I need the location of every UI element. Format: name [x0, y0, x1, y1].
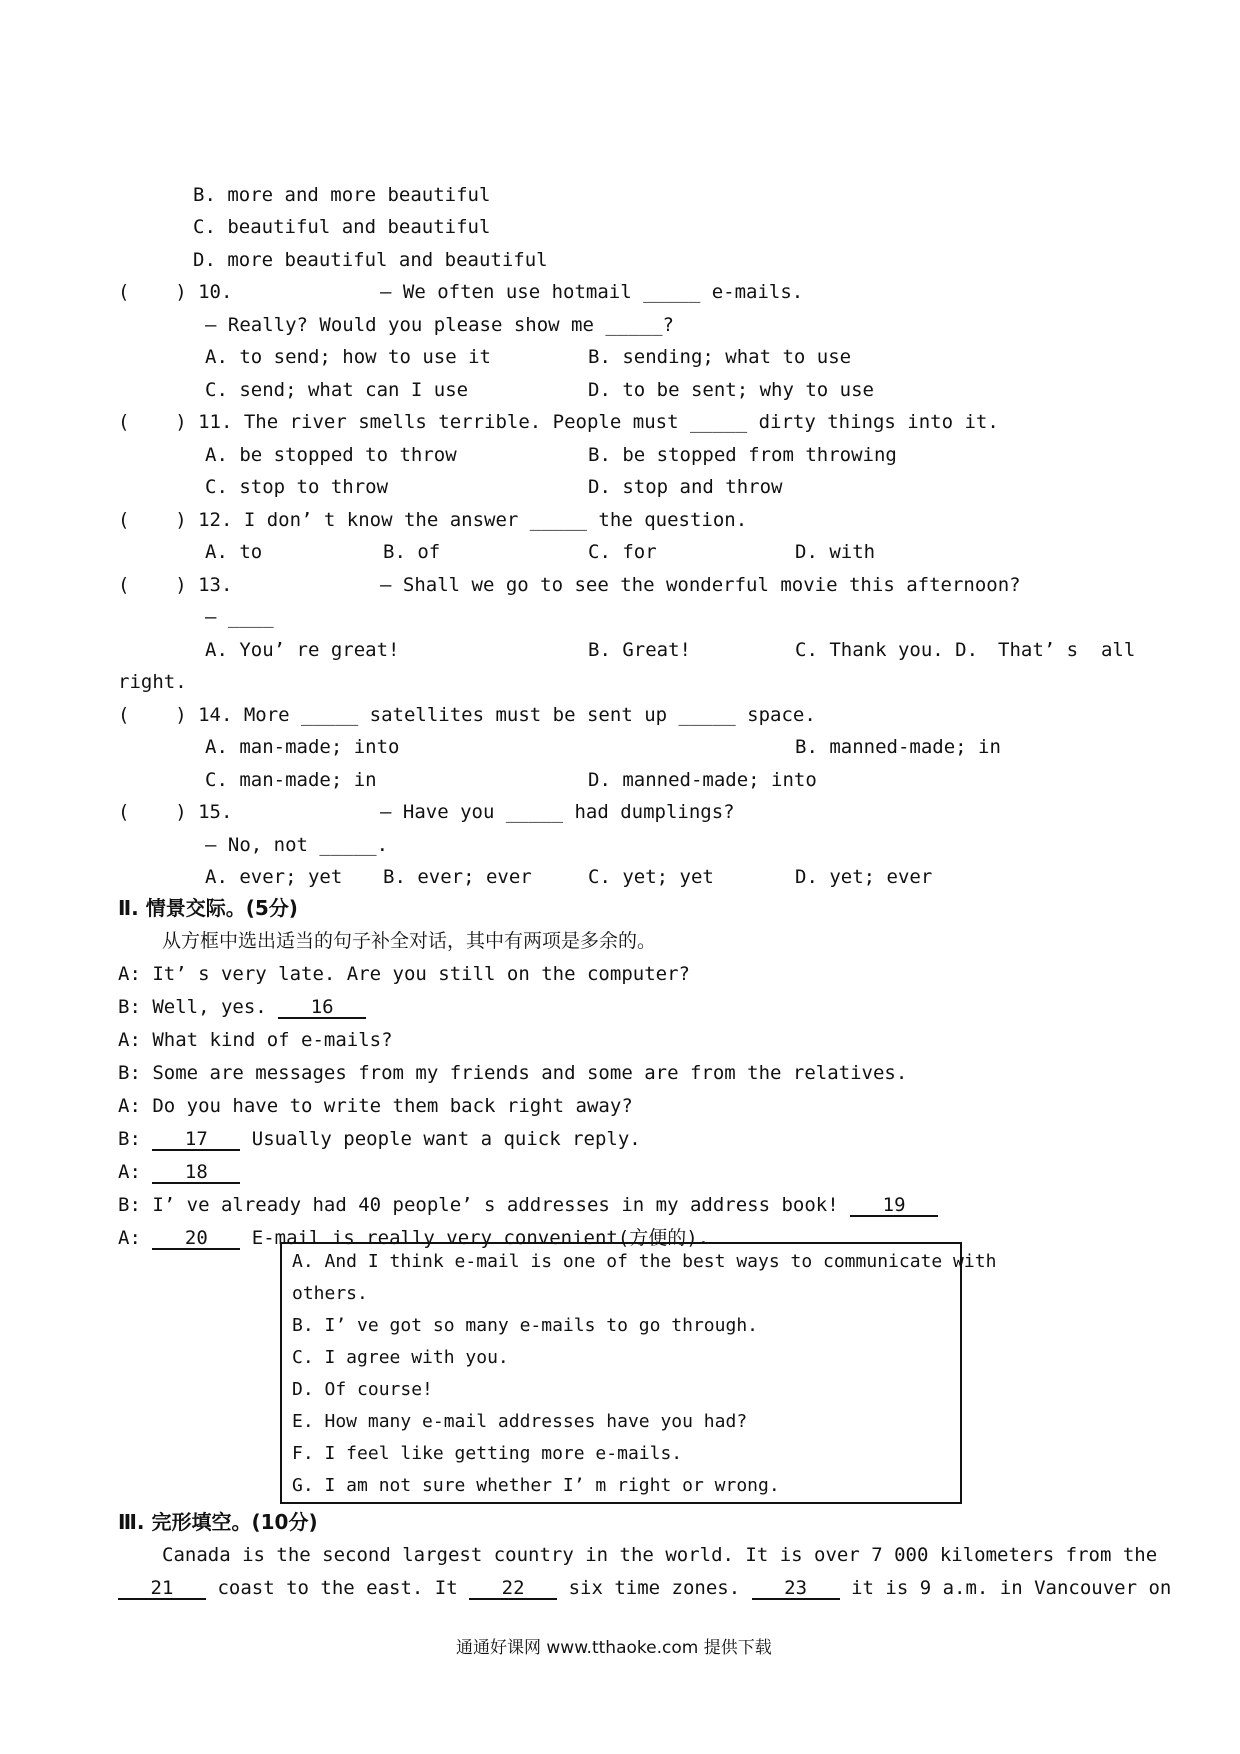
- dialogue-speaker: A:: [118, 1227, 141, 1249]
- dialogue-line-2: [118, 995, 366, 1019]
- blank-20[interactable]: 20: [152, 1228, 240, 1250]
- passage-line-2: [118, 1576, 1171, 1600]
- q10-stem: — We often use hotmail _____ e-mails.: [380, 281, 804, 303]
- q10-reply: — Really? Would you please show me _____?: [205, 314, 674, 336]
- q13-stem: — Shall we go to see the wonderful movie this afternoon?: [380, 574, 1021, 596]
- box-option-d: D. Of course!: [292, 1379, 433, 1400]
- blank-19[interactable]: 19: [850, 1195, 938, 1217]
- blank-23[interactable]: 23: [752, 1578, 840, 1600]
- q10-option-c: C. send; what can I use: [205, 379, 469, 401]
- q11-option-b: B. be stopped from throwing: [588, 444, 897, 466]
- footer-text: 通通好课网 www.tthaoke.com 提供下载: [456, 1638, 772, 1658]
- q15-option-c: C. yet; yet: [588, 866, 714, 888]
- q12-stem: ( ) 12. I don’ t know the answer _____ the question.: [118, 509, 748, 531]
- q13-option-b: B. Great!: [588, 639, 691, 661]
- dialogue-speaker-text: B: I’ ve already had 40 people’ s addresses in my address book!: [118, 1194, 839, 1216]
- blank-16[interactable]: 16: [278, 997, 366, 1019]
- q12-option-c: C. for: [588, 541, 657, 563]
- dialogue-line-1: A: It’ s very late. Are you still on the computer?: [118, 963, 690, 985]
- dialogue-speaker: B:: [118, 1128, 141, 1150]
- q11-option-a: A. be stopped to throw: [205, 444, 457, 466]
- q10-option-d: D. to be sent; why to use: [588, 379, 874, 401]
- q13-wrap: right.: [118, 671, 187, 693]
- q15-reply: — No, not _____.: [205, 834, 389, 856]
- passage-seg-a: coast to the east. It: [217, 1577, 458, 1599]
- dialogue-line-4: B: Some are messages from my friends and some are from the relatives.: [118, 1062, 908, 1084]
- box-option-g: G. I am not sure whether I’ m right or wrong.: [292, 1475, 780, 1496]
- q9-option-b: B. more and more beautiful: [193, 184, 491, 206]
- dialogue-line-6-tail: Usually people want a quick reply.: [251, 1128, 641, 1150]
- q9-option-d: D. more beautiful and beautiful: [193, 249, 548, 271]
- q13-option-d: That’ s all: [998, 639, 1136, 661]
- q12-option-b: B. of: [383, 541, 441, 563]
- box-option-f: F. I feel like getting more e-mails.: [292, 1443, 683, 1464]
- q14-option-c: C. man-made; in: [205, 769, 377, 791]
- q12-option-d: D. with: [795, 541, 876, 563]
- q15-option-d: D. yet; ever: [795, 866, 933, 888]
- dialogue-line-9-tail: E-mail is really very convenient(方便的).: [251, 1227, 710, 1249]
- q10-option-a: A. to send; how to use it: [205, 346, 491, 368]
- q14-option-d: D. manned-made; into: [588, 769, 817, 791]
- dialogue-line-7: [118, 1160, 240, 1184]
- section2-heading: Ⅱ. 情景交际。(5分): [118, 896, 298, 920]
- box-option-a: A. And I think e-mail is one of the best ways to communicate with: [292, 1251, 997, 1272]
- q13-option-a: A. You’ re great!: [205, 639, 400, 661]
- dialogue-speaker: A:: [118, 1161, 141, 1183]
- q15-option-a: A. ever; yet: [205, 866, 343, 888]
- q9-option-c: C. beautiful and beautiful: [193, 216, 491, 238]
- q10-number: ( ) 10.: [118, 281, 233, 303]
- q11-option-c: C. stop to throw: [205, 476, 389, 498]
- dialogue-line-8: [118, 1193, 938, 1217]
- box-option-c: C. I agree with you.: [292, 1347, 509, 1368]
- q12-option-a: A. to: [205, 541, 263, 563]
- blank-17[interactable]: 17: [152, 1129, 240, 1151]
- passage-seg-b: six time zones.: [568, 1577, 741, 1599]
- dialogue-speaker-text: B: Well, yes.: [118, 996, 267, 1018]
- box-option-e: E. How many e-mail addresses have you had?: [292, 1411, 748, 1432]
- blank-22[interactable]: 22: [469, 1578, 557, 1600]
- q11-option-d: D. stop and throw: [588, 476, 783, 498]
- q13-number: ( ) 13.: [118, 574, 233, 596]
- section3-heading: Ⅲ. 完形填空。(10分): [118, 1510, 318, 1534]
- q13-reply: — ____: [205, 606, 274, 628]
- blank-21[interactable]: 21: [118, 1578, 206, 1600]
- q10-option-b: B. sending; what to use: [588, 346, 852, 368]
- dialogue-line-6: [118, 1127, 641, 1151]
- passage-line-1: Canada is the second largest country in the world. It is over 7 000 kilometers from the: [162, 1544, 1158, 1566]
- q14-stem: ( ) 14. More _____ satellites must be sent up _____ space.: [118, 704, 816, 726]
- q14-option-a: A. man-made; into: [205, 736, 400, 758]
- box-option-a-wrap: others.: [292, 1283, 368, 1304]
- q15-option-b: B. ever; ever: [383, 866, 532, 888]
- dialogue-line-3: A: What kind of e-mails?: [118, 1029, 393, 1051]
- q13-option-c: C. Thank you. D.: [795, 639, 979, 661]
- q14-option-b: B. manned-made; in: [795, 736, 1001, 758]
- passage-seg-c: it is 9 a.m. in Vancouver on: [851, 1577, 1172, 1599]
- q11-stem: ( ) 11. The river smells terrible. People must _____ dirty things into it.: [118, 411, 999, 433]
- q15-stem: — Have you _____ had dumplings?: [380, 801, 735, 823]
- blank-18[interactable]: 18: [152, 1162, 240, 1184]
- q15-number: ( ) 15.: [118, 801, 233, 823]
- dialogue-line-5: A: Do you have to write them back right away?: [118, 1095, 633, 1117]
- box-option-b: B. I’ ve got so many e-mails to go through.: [292, 1315, 758, 1336]
- section2-instruction: 从方框中选出适当的句子补全对话，其中有两项是多余的。: [162, 930, 657, 952]
